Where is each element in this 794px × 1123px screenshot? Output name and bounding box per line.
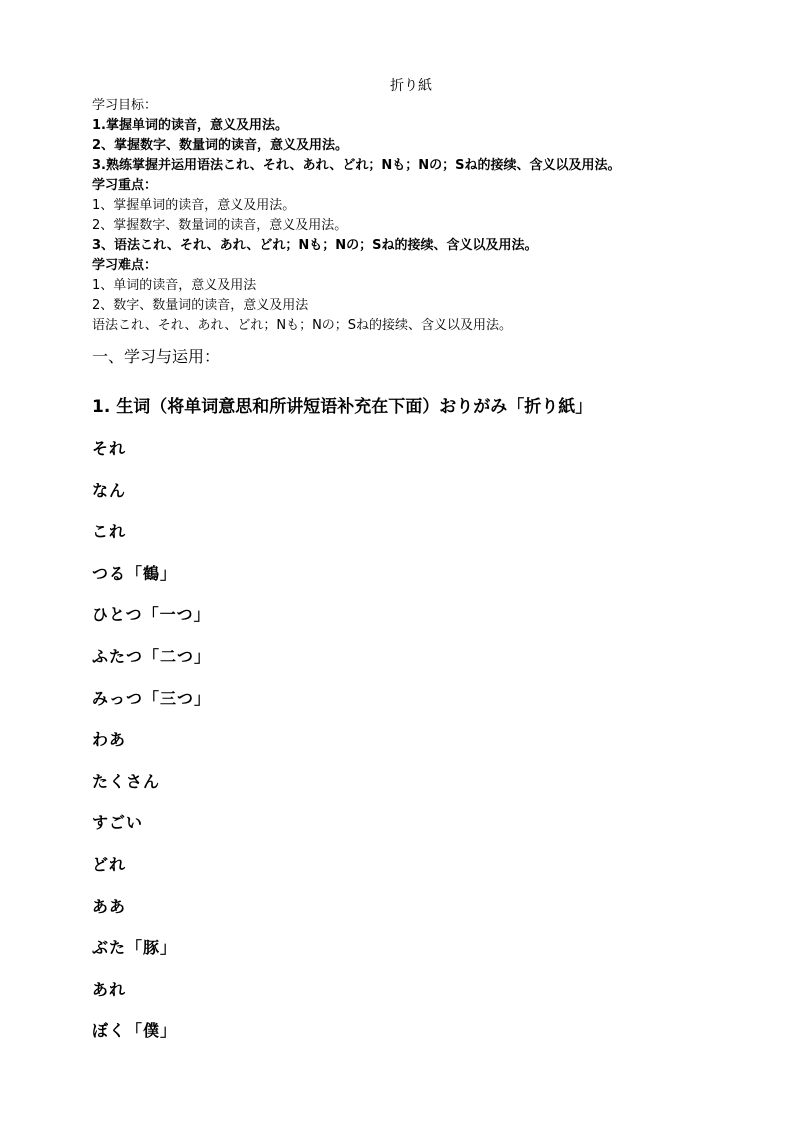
vocab-word: つる「鶴」 <box>92 563 178 583</box>
vocab-word: それ <box>92 439 127 458</box>
vocab-word: これ <box>92 522 127 542</box>
difficulty-item: 语法これ、それ、あれ、どれ；Nも；Nの；Sね的接续、含义以及用法。 <box>92 318 513 333</box>
objective-item: 1.掌握单词的读音，意义及用法。 <box>92 118 288 133</box>
key-points-section <box>92 176 710 256</box>
difficulty-item: 2、数字、数量词的读音，意义及用法 <box>92 298 309 313</box>
vocab-word: たくさん <box>92 771 161 791</box>
page-title: 折り紙 <box>390 78 432 94</box>
vocab-list <box>92 438 710 1042</box>
difficulty-item: 1、单词的读音，意义及用法 <box>92 278 257 293</box>
vocab-word: ぼく「僕」 <box>92 1021 178 1041</box>
vocab-word: わあ <box>92 730 127 750</box>
key-point-item: 3、语法これ、それ、あれ、どれ；Nも；Nの；Sね的接续、含义以及用法。 <box>92 238 538 253</box>
objective-item: 3.熟练掌握并运用语法これ、それ、あれ、どれ；Nも；Nの；Sね的接续、含义以及用法。 <box>92 158 621 173</box>
vocab-heading: 1. 生词（将单词意思和所讲短语补充在下面）おりがみ「折り紙」 <box>92 397 593 417</box>
key-point-item: 1、掌握单词的读音，意义及用法。 <box>92 198 296 213</box>
vocab-word: みっつ「三つ」 <box>92 688 212 708</box>
section-one-heading: 一、学习与运用： <box>92 347 221 366</box>
vocab-word: すごい <box>92 813 144 833</box>
difficulties-section <box>92 256 710 336</box>
vocab-word: あれ <box>92 979 127 999</box>
objective-item: 2、掌握数字、数量词的读音，意义及用法。 <box>92 138 349 153</box>
vocab-word: どれ <box>92 854 127 874</box>
objectives-heading: 学习目标： <box>92 98 158 113</box>
difficulties-heading: 学习难点： <box>92 258 158 273</box>
key-points-heading: 学习重点： <box>92 178 158 193</box>
vocab-word: ぶた「豚」 <box>92 938 178 958</box>
vocab-word: ふたつ「二つ」 <box>92 646 212 666</box>
vocab-word: ひとつ「一つ」 <box>92 605 211 625</box>
objectives-section <box>92 96 710 176</box>
key-point-item: 2、掌握数字、数量词的读音，意义及用法。 <box>92 218 348 233</box>
vocab-word: なん <box>92 480 127 500</box>
vocab-word: ああ <box>92 896 127 916</box>
